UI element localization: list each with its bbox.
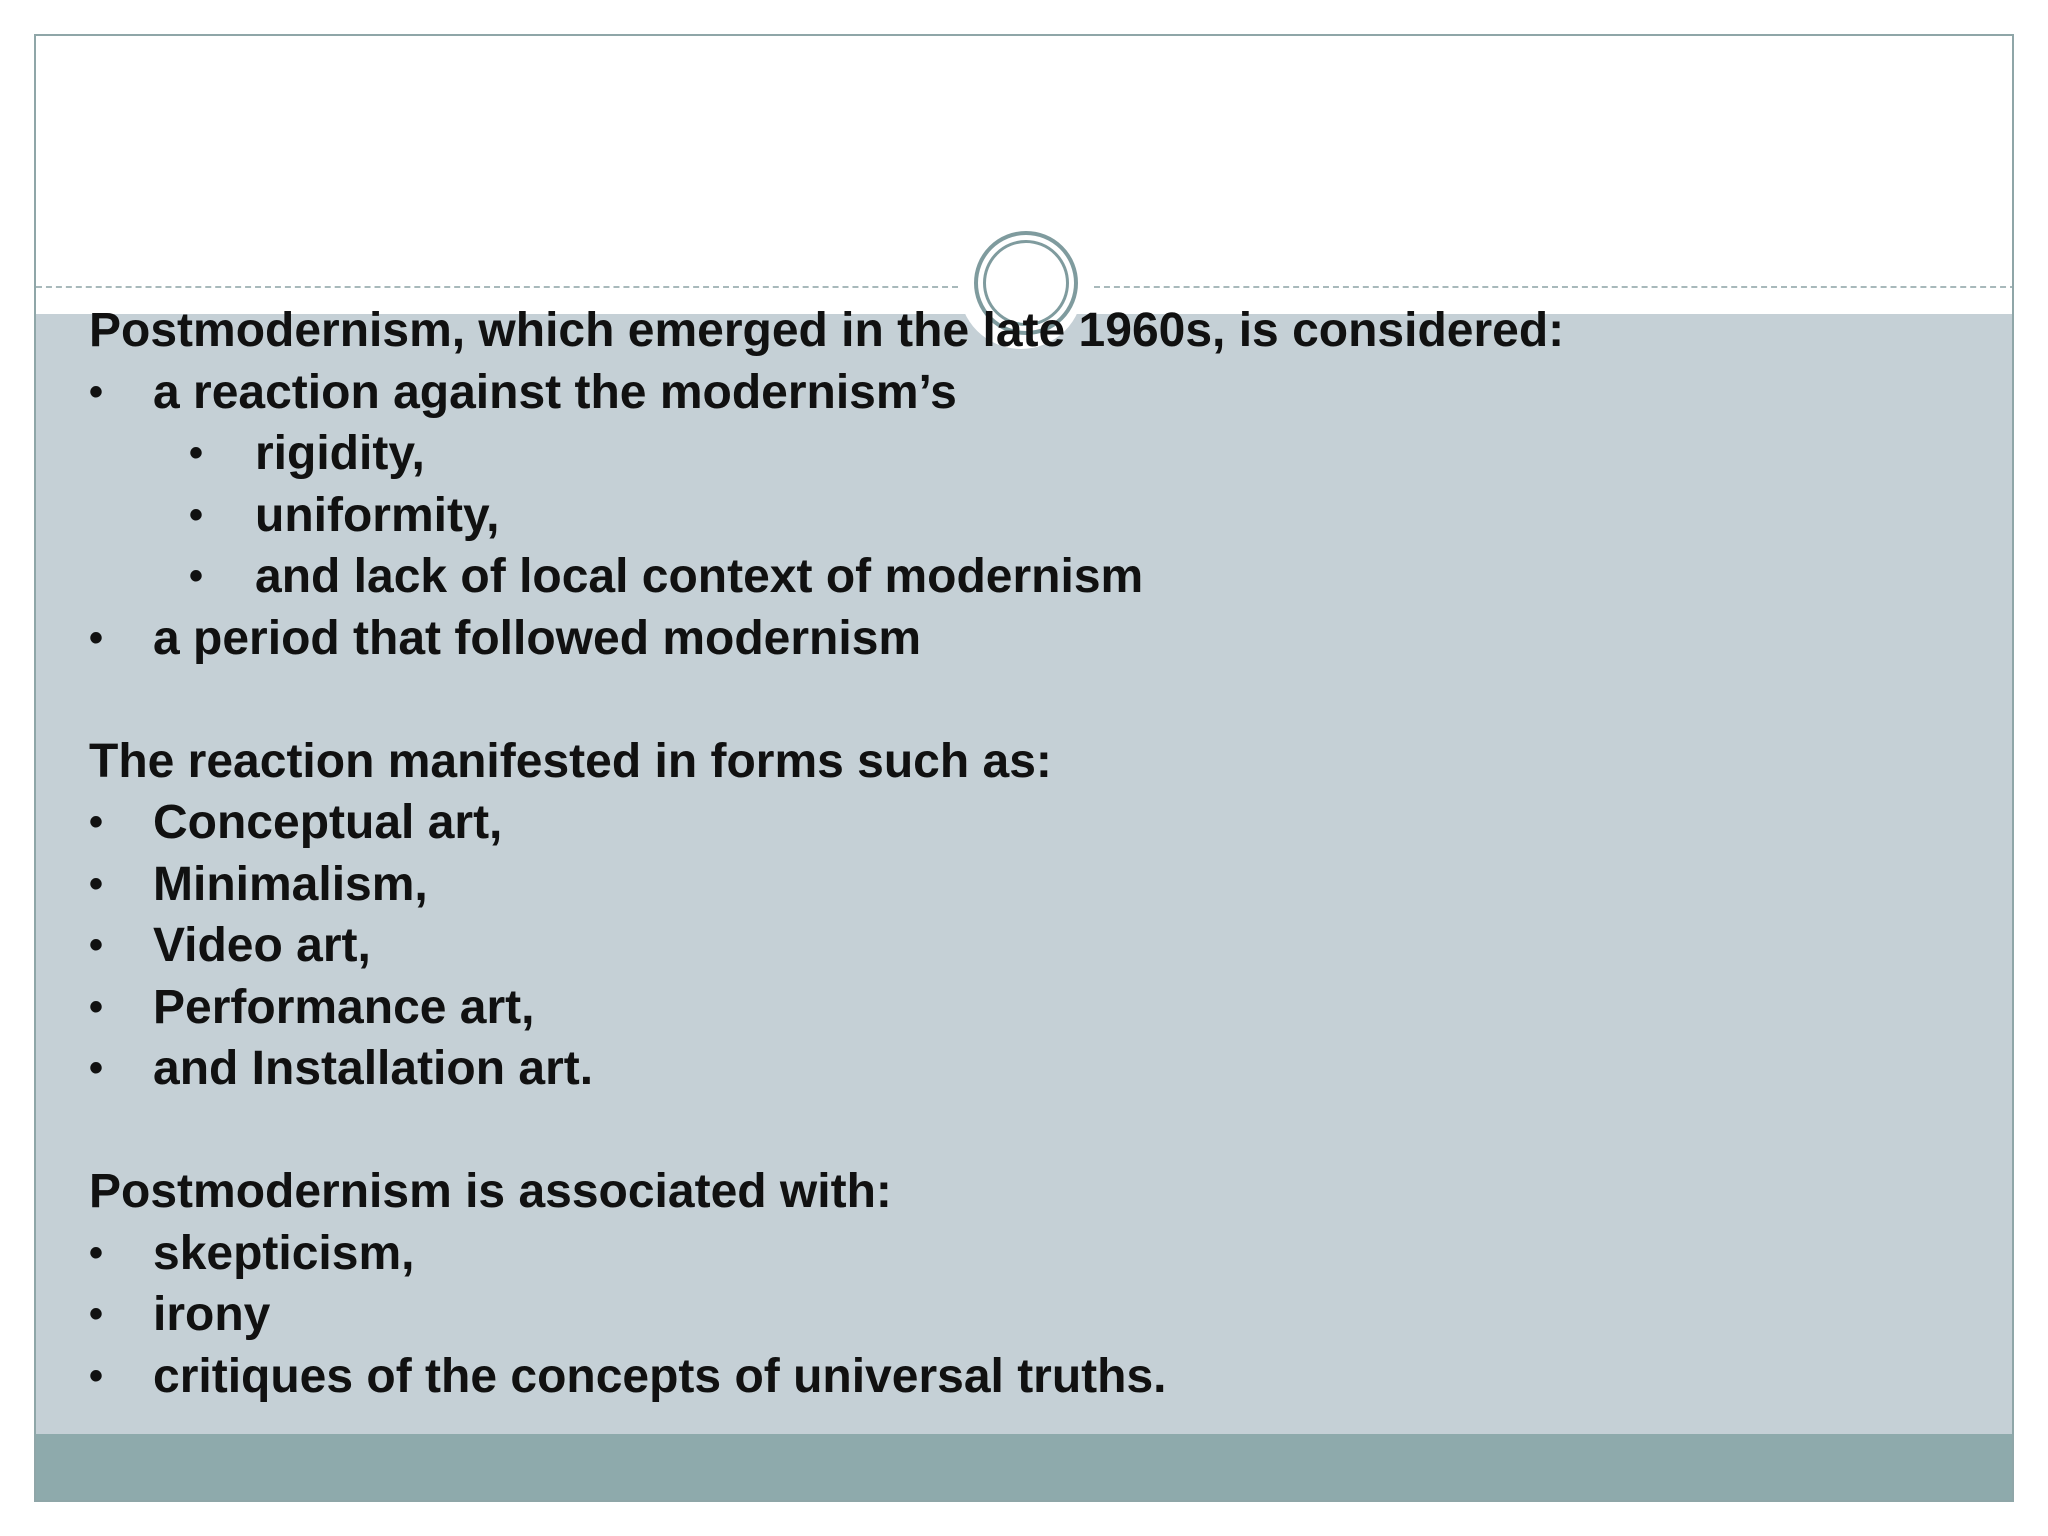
bullet-icon: • [89,1230,104,1275]
bullet-icon: • [89,984,104,1029]
list-item: • skepticism, [89,1223,1889,1285]
section-heading: The reaction manifested in forms such as: [89,734,1052,788]
sub-list-item: • uniformity, [89,485,1889,547]
bullet-icon: • [189,431,204,475]
list-item: • irony [89,1284,1889,1346]
list-item: • a period that followed modernism [89,608,1889,670]
bullet-icon: • [189,492,204,537]
bullet-icon: • [89,1292,104,1336]
list-item: • Video art, [89,915,1889,977]
bullet-icon: • [89,369,104,414]
section-heading: Postmodernism, which emerged in the late 1960s, is considered: [89,304,1565,357]
divider-line-right [1094,286,2014,288]
bullet-icon: • [89,615,104,660]
section-heading: Postmodernism is associated with: [89,1165,892,1218]
bullet-icon: • [89,861,104,906]
list-item: • and Installation art. [89,1038,1889,1100]
bullet-icon: • [89,1046,104,1090]
divider-line-left [36,286,958,288]
bullet-icon: • [89,923,104,967]
list-item: • a reaction against the modernism’s [89,362,1889,424]
spacer [89,1100,1889,1162]
list-item: • Performance art, [89,977,1889,1039]
list-item: • critiques of the concepts of universal truths. [89,1346,1889,1408]
bullet-icon: • [89,800,104,844]
footer-band [36,1434,2012,1502]
sub-list-item: • rigidity, [89,423,1889,485]
bullet-icon: • [89,1353,104,1398]
sub-list-item: • and lack of local context of modernism [89,546,1889,608]
bullet-icon: • [189,554,204,598]
list-item: • Conceptual art, [89,792,1889,854]
list-item: • Minimalism, [89,854,1889,916]
spacer [89,669,1889,731]
slide-body [89,300,1889,1407]
